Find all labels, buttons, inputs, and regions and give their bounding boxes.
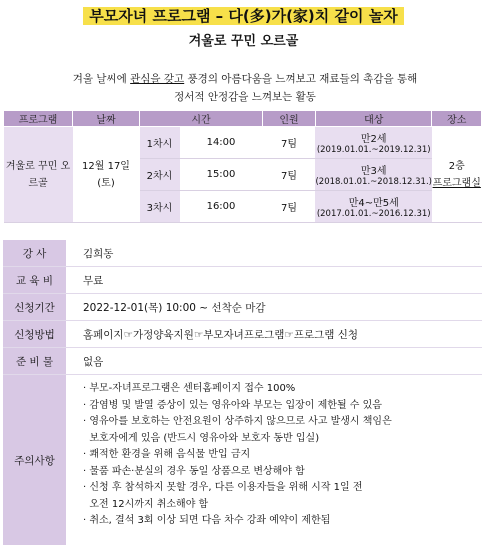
notes-label: 주의사항 — [3, 375, 69, 545]
target-age: 만4~만5세 — [348, 198, 399, 209]
place-floor: 2층 — [448, 160, 465, 172]
note-item: 보호자에게 있음 (반드시 영유아와 보호자 동반 입실) — [83, 432, 320, 444]
session-time: 15:00 — [180, 159, 263, 191]
note-item: · 영유아를 보호하는 안전요원이 상주하지 않으므로 사고 발생시 책임은 — [83, 416, 392, 427]
note-item: · 물품 파손·분실의 경우 동일 상품으로 변상해야 함 — [83, 465, 305, 477]
header-people: 인원 — [262, 111, 315, 127]
session-target — [315, 127, 432, 159]
title-prefix: 부모자녀 프로그램 – — [89, 7, 229, 25]
period-label: 신청기간 — [3, 294, 69, 320]
intro-line-2: 정서적 안정감을 느껴보는 활동 — [174, 91, 316, 103]
target-range: (2019.01.01.~2019.12.31) — [316, 145, 431, 155]
note-item: · 취소, 결석 3회 이상 되면 다음 차수 강좌 예약이 제한됨 — [83, 515, 331, 526]
page-subtitle: 겨울로 꾸민 오르골 — [188, 34, 299, 49]
info-row-notes — [3, 375, 482, 545]
note-item: 오전 12시까지 취소해야 함 — [83, 498, 209, 510]
intro-line-1 — [30, 70, 460, 88]
intro-part: 풍경의 아름다움을 느껴보고 재료들의 촉감을 통해 — [184, 73, 418, 85]
session-label: 2차시 — [140, 159, 180, 191]
info-row-method — [3, 321, 482, 348]
date-value: 12월 17일 (토) — [82, 160, 130, 189]
info-row-period — [3, 294, 482, 321]
note-item: · 쾌적한 환경을 위해 음식물 반입 금지 — [83, 449, 251, 460]
instructor-value: 김희동 — [83, 247, 114, 260]
session-people: 7팀 — [262, 191, 315, 223]
info-table — [3, 240, 482, 545]
session-target — [315, 191, 432, 223]
schedule-table — [3, 110, 482, 223]
instructor-label: 강 사 — [3, 240, 69, 266]
info-row-fee — [3, 267, 482, 294]
intro-part: 겨울 날씨에 — [72, 73, 131, 85]
schedule-header-row — [4, 111, 482, 127]
intro-text — [30, 70, 460, 106]
place-cell — [432, 127, 482, 223]
note-item: · 감염병 및 발열 증상이 있는 영유아와 부모는 입장이 제한될 수 있음 — [83, 399, 382, 411]
title-text — [83, 7, 403, 25]
session-time: 14:00 — [180, 127, 263, 159]
session-target — [315, 159, 432, 191]
intro-underlined: 관심을 갖고 — [130, 73, 185, 85]
notes-list — [69, 375, 482, 545]
supplies-value: 없음 — [83, 355, 104, 368]
info-row-supplies — [3, 348, 482, 375]
header-program: 프로그램 — [4, 111, 73, 127]
place-room: 프로그램실 — [432, 177, 481, 189]
method-label: 신청방법 — [3, 321, 69, 347]
note-item: · 신청 후 참석하지 못할 경우, 다른 이용자들을 위해 시작 1일 전 — [83, 482, 363, 493]
target-age: 만3세 — [360, 166, 387, 177]
info-row-instructor — [3, 240, 482, 267]
session-label: 1차시 — [140, 127, 180, 159]
session-time: 16:00 — [180, 191, 263, 223]
fee-label: 교 육 비 — [3, 267, 69, 293]
target-range: (2018.01.01.~2018.12.31.) — [315, 177, 432, 187]
header-time: 시간 — [140, 111, 263, 127]
page-title — [0, 5, 487, 26]
session-people: 7팀 — [262, 159, 315, 191]
header-place: 장소 — [432, 111, 482, 127]
period-value: 2022-12-01(목) 10:00 ~ 선착순 마감 — [83, 301, 266, 314]
note-item: · 부모-자녀프로그램은 센터홈페이지 접수 100% — [83, 383, 296, 394]
fee-value: 무료 — [83, 274, 104, 287]
header-date: 날짜 — [73, 111, 140, 127]
table-row — [4, 127, 482, 159]
target-range: (2017.01.01.~2016.12.31) — [316, 209, 431, 219]
date-cell — [73, 127, 140, 223]
title-highlight: 다(多)가(家)치 같이 놀자 — [228, 7, 398, 25]
program-name: 겨울로 꾸민 오르골 — [5, 160, 71, 189]
session-label: 3차시 — [140, 191, 180, 223]
header-target: 대상 — [315, 111, 432, 127]
method-value: 홈페이지☞가정양육지원☞부모자녀프로그램☞프로그램 신청 — [83, 328, 359, 341]
program-cell — [4, 127, 73, 223]
supplies-label: 준 비 물 — [3, 348, 69, 374]
session-people: 7팀 — [262, 127, 315, 159]
target-age: 만2세 — [360, 134, 387, 145]
